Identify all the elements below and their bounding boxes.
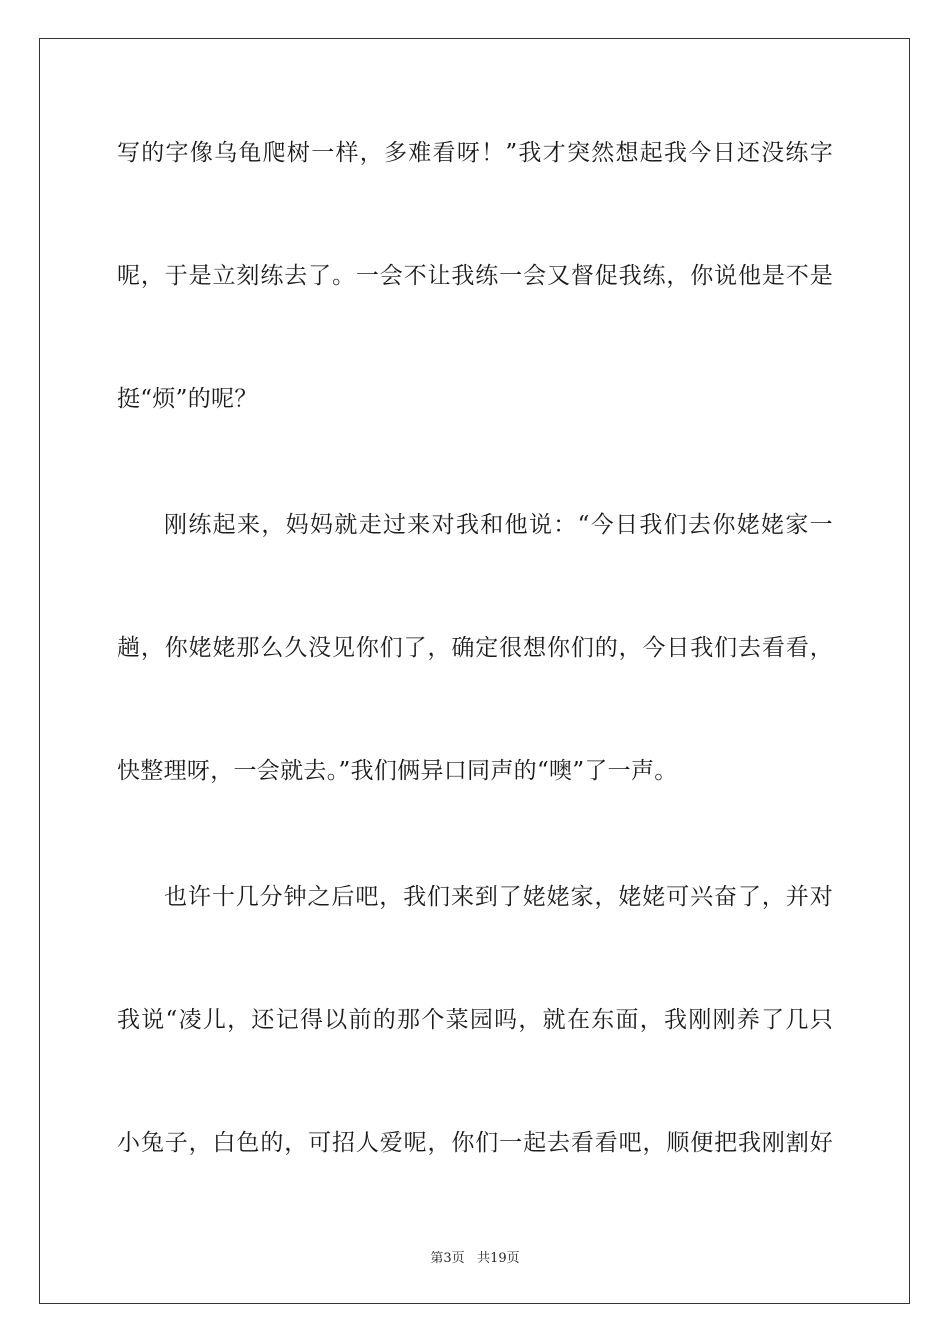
text-line-5: 趟，你姥姥那么久没见你们了，确定很想你们的，今日我们去看看， (117, 635, 833, 661)
text-line-3: 挺“烦”的呢？ (117, 386, 258, 412)
text-line-1: 写的字像乌龟爬树一样，多难看呀！”我才突然想起我今日还没练字 (117, 140, 833, 166)
text-line-9: 小兔子，白色的，可招人爱呢，你们一起去看看吧，顺便把我刚割好 (117, 1130, 833, 1156)
text-line-6: 快整理呀，一会就去。”我们俩异口同声的“噢”了一声。 (117, 758, 678, 784)
page-number: 第3页 (430, 1251, 465, 1266)
text-line-4: 刚练起来，妈妈就走过来对我和他说：“今日我们去你姥姥家一 (164, 512, 833, 538)
text-line-2: 呢，于是立刻练去了。一会不让我练一会又督促我练，你说他是不是 (117, 263, 833, 289)
text-line-7: 也许十几分钟之后吧，我们来到了姥姥家，姥姥可兴奋了，并对 (164, 884, 833, 910)
page-border (39, 38, 910, 1304)
page-total: 共19页 (477, 1251, 520, 1266)
page-footer (0, 1247, 950, 1266)
text-line-8: 我说“凌儿，还记得以前的那个菜园吗，就在东面，我刚刚养了几只 (117, 1007, 833, 1033)
